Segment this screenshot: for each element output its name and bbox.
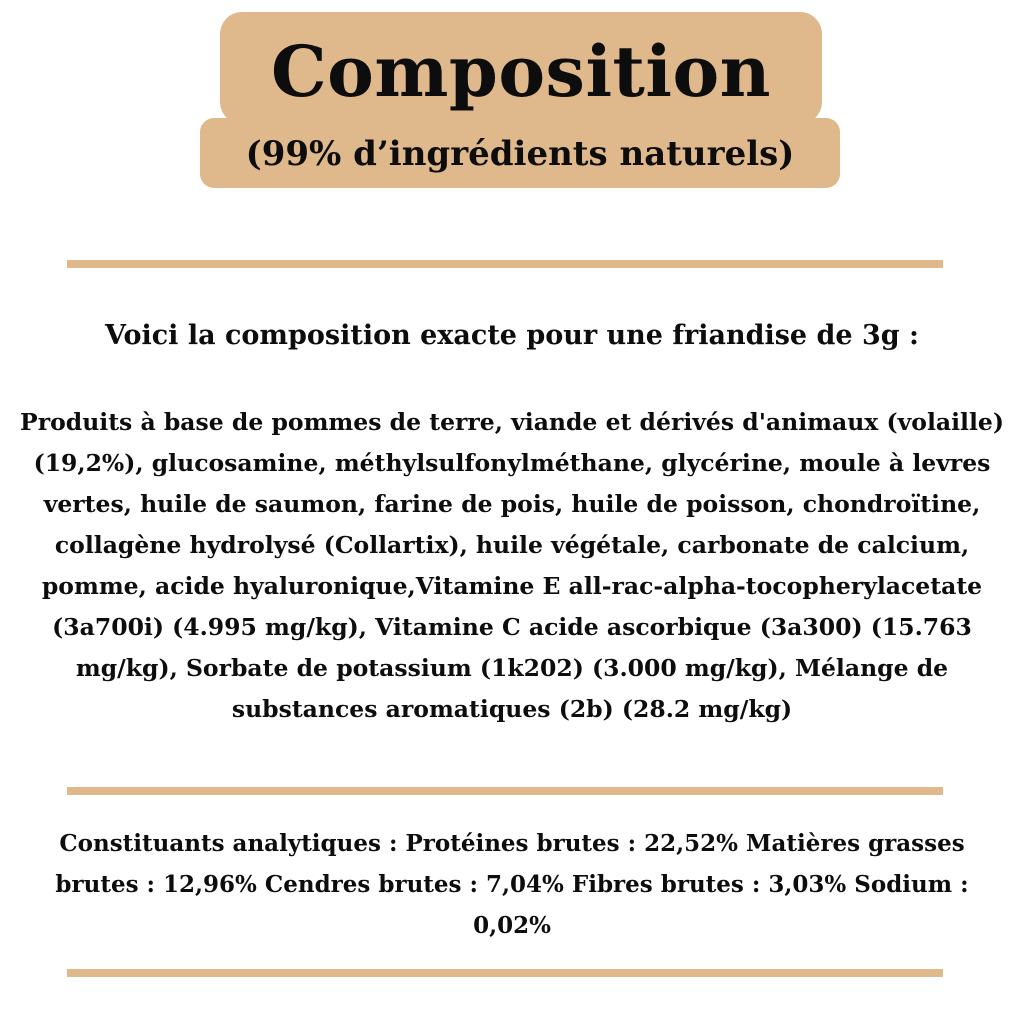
analytics-text: Constituants analytiques : Protéines brutes : 22,52% Matières grasses brutes : 12,96% Cendres brutes : 7,04% Fibres brutes : 3,03% Sodium : 0,02%: [55, 830, 969, 939]
page-title: Composition: [270, 30, 772, 113]
divider-top: [67, 260, 943, 268]
ingredients-text: Produits à base de pommes de terre, viande et dérivés d'animaux (volaille) (19,2%), glucosamine, méthylsulfonylméthane, glycérine, moule à levres vertes, huile de saumon, farine de pois, huile de poisson, chondroïtine, collagène hydrolysé (Collartix), huile végétale, carbonate de calcium, pomme, acide hyaluronique,Vitamine E all-rac-alpha-tocopherylacetate (3a700i) (4.995 mg/kg), Vitamine C acide ascorbique (3a300) (15.763 mg/kg), Sorbate de potassium (1k202) (3.000 mg/kg), Mélange de substances aromatiques (2b) (28.2 mg/kg): [20, 408, 1004, 723]
divider-middle: [67, 787, 943, 795]
divider-bottom: [67, 969, 943, 977]
intro-text: Voici la composition exacte pour une friandise de 3g :: [105, 320, 919, 351]
page-subtitle: (99% d’ingrédients naturels): [245, 134, 795, 174]
